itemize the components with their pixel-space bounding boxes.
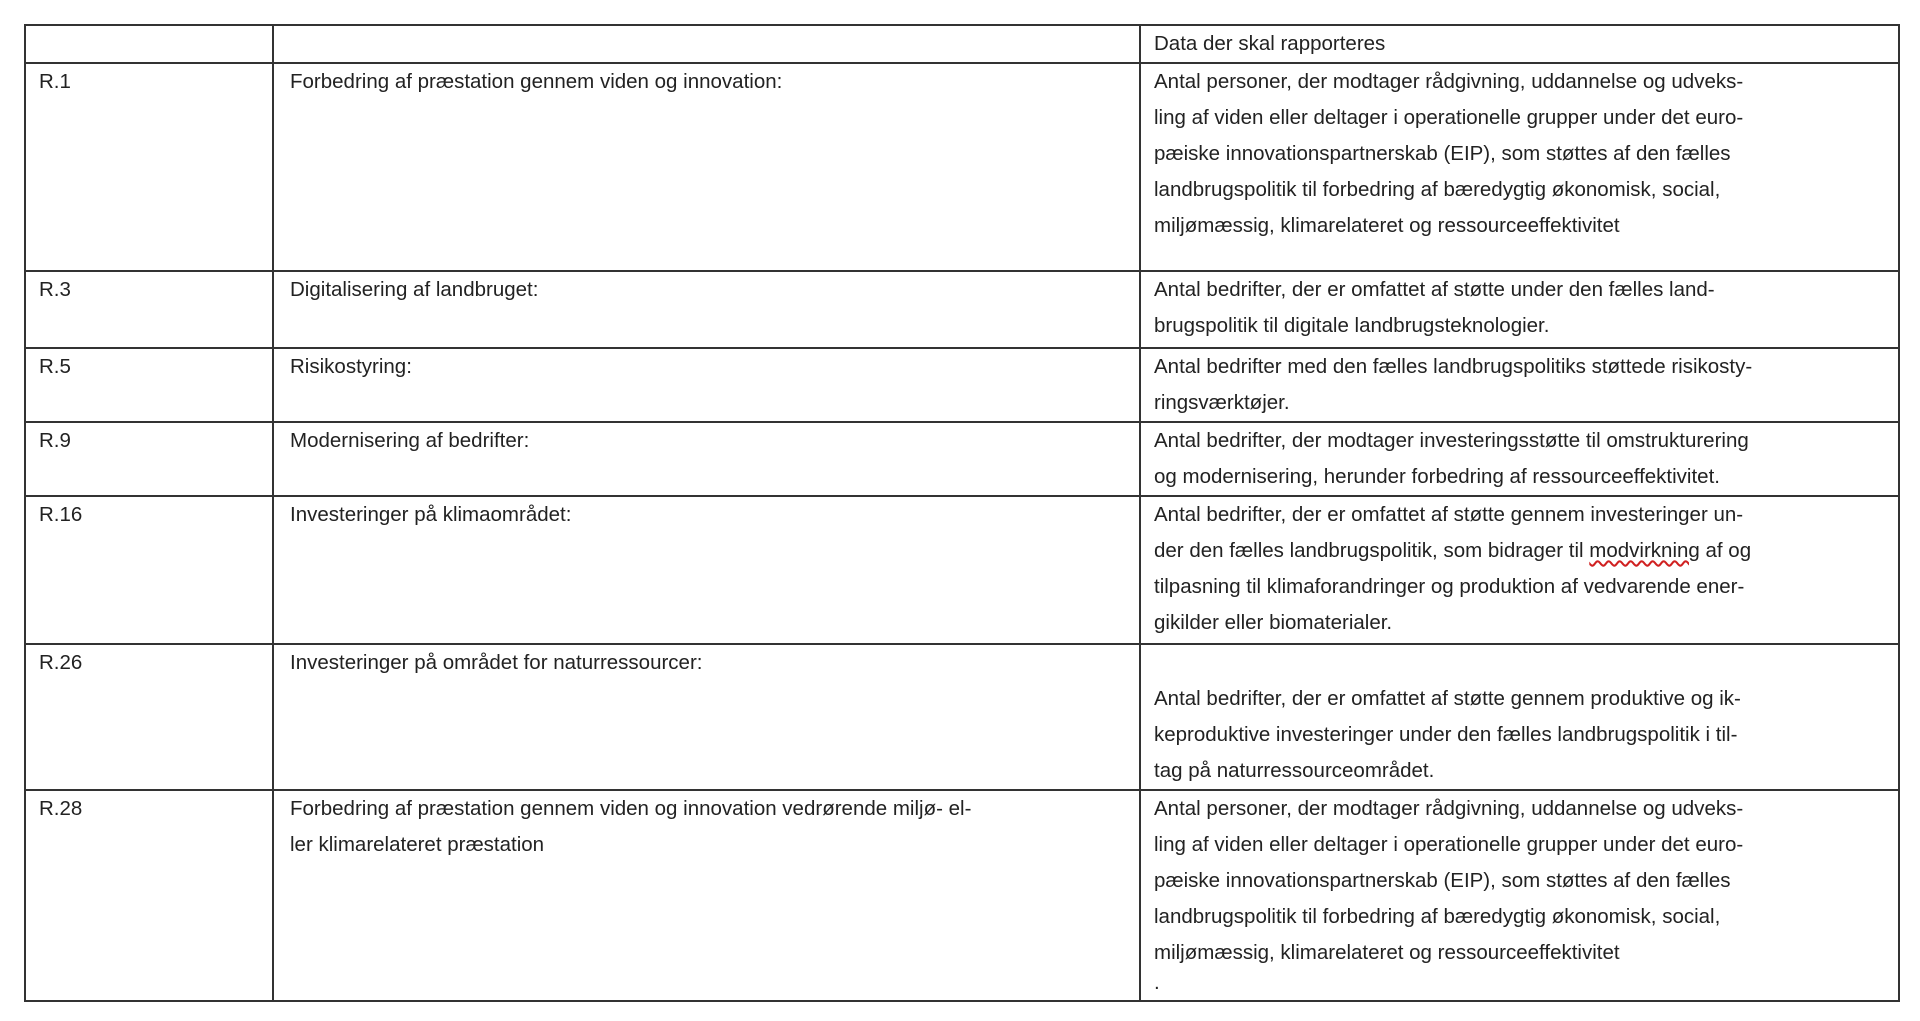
row-data: Antal personer, der modtager rådgivning, uddannelse og udveks- ling af viden eller deltager i operationelle grupper under det euro- pæiske innovationspartnerskab (EIP), som støttes af den fælles landbrugspolitik til forbedring af bæredygtig økonomisk, social, miljømæssig, klimarelateret og ressourceeffektivitet .	[1140, 790, 1899, 1001]
row-code: R.1	[25, 63, 273, 271]
row-code: R.9	[25, 422, 273, 496]
header-cell-code	[25, 25, 273, 63]
row-data: Antal bedrifter med den fælles landbrugspolitiks støttede risikosty- ringsværktøjer.	[1140, 348, 1899, 422]
header-cell-data: Data der skal rapporteres	[1140, 25, 1899, 63]
spellcheck-flagged-word: modvirkning	[1589, 539, 1700, 562]
table-row	[25, 790, 1899, 1001]
row-data: Antal bedrifter, der er omfattet af støtte under den fælles land- brugspolitik til digitale landbrugsteknologier.	[1140, 271, 1899, 348]
row-description: Forbedring af præstation gennem viden og innovation vedrørende miljø- el- ler klimarelateret præstation	[273, 790, 1140, 1001]
table-row	[25, 63, 1899, 271]
row-code: R.26	[25, 644, 273, 790]
row-description: Modernisering af bedrifter:	[273, 422, 1140, 496]
row-data: Antal bedrifter, der er omfattet af støtte gennem produktive og ik- keproduktive investeringer under den fælles landbrugspolitik i til- tag på naturressourceområdet.	[1140, 644, 1899, 790]
row-data: Antal bedrifter, der er omfattet af støtte gennem investeringer un- der den fælles landbrugspolitik, som bidrager til modvirkning af og tilpasning til klimaforandringer og produktion af vedvarende ener- gikilder eller biomaterialer.	[1140, 496, 1899, 644]
row-description: Investeringer på klimaområdet:	[273, 496, 1140, 644]
row-code: R.5	[25, 348, 273, 422]
table-row	[25, 348, 1899, 422]
table-header-row	[25, 25, 1899, 63]
row-code: R.28	[25, 790, 273, 1001]
indicator-table	[24, 24, 1900, 1002]
row-description: Risikostyring:	[273, 348, 1140, 422]
row-description: Investeringer på området for naturressourcer:	[273, 644, 1140, 790]
row-data: Antal bedrifter, der modtager investeringsstøtte til omstrukturering og modernisering, herunder forbedring af ressourceeffektivitet.	[1140, 422, 1899, 496]
header-cell-description	[273, 25, 1140, 63]
row-code: R.3	[25, 271, 273, 348]
row-code: R.16	[25, 496, 273, 644]
row-data: Antal personer, der modtager rådgivning, uddannelse og udveks- ling af viden eller deltager i operationelle grupper under det euro- pæiske innovationspartnerskab (EIP), som støttes af den fælles landbrugspolitik til forbedring af bæredygtig økonomisk, social, miljømæssig, klimarelateret og ressourceeffektivitet	[1140, 63, 1899, 271]
table-row	[25, 644, 1899, 790]
row-description: Forbedring af præstation gennem viden og innovation:	[273, 63, 1140, 271]
table-row	[25, 496, 1899, 644]
row-description: Digitalisering af landbruget:	[273, 271, 1140, 348]
table-row	[25, 271, 1899, 348]
table-row	[25, 422, 1899, 496]
